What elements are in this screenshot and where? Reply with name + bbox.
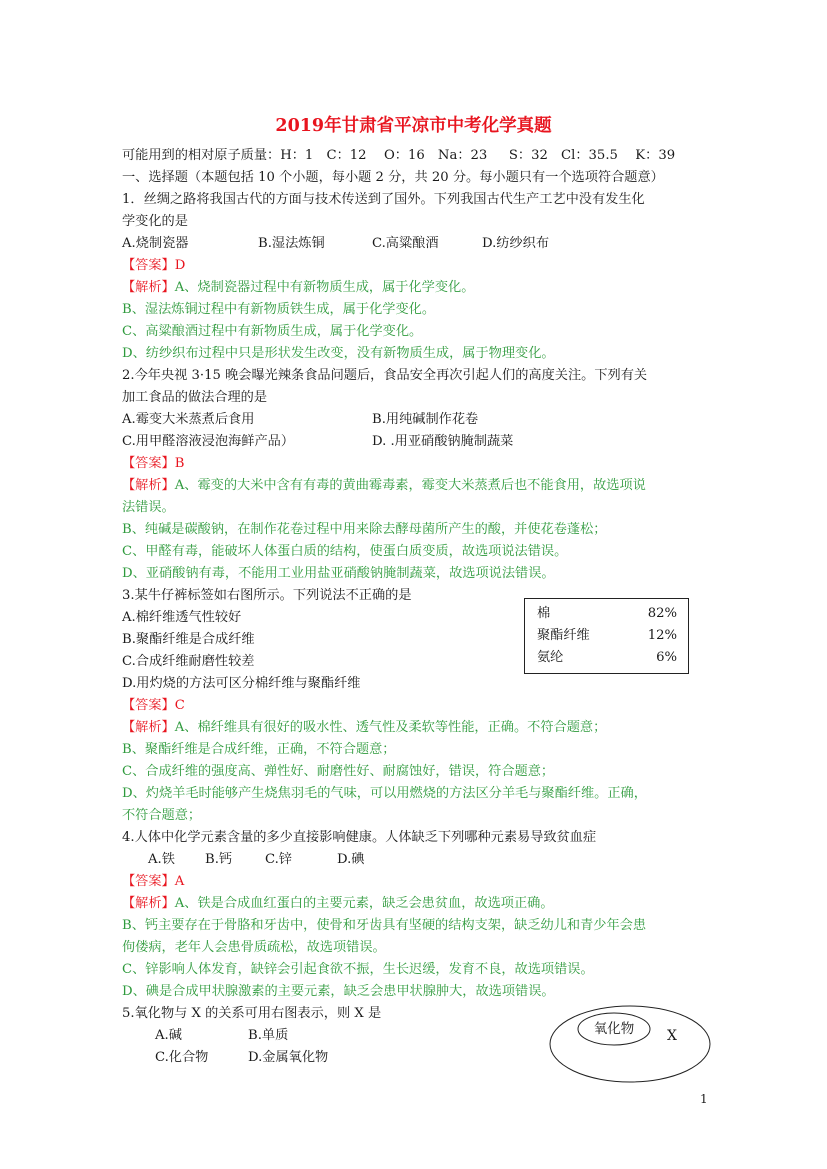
q2-option-c: C.用甲醛溶液浸泡海鲜产品） xyxy=(122,434,295,449)
q5-option-b: B.单质 xyxy=(248,1028,289,1043)
answer-value: B xyxy=(174,456,185,471)
fiber-name: 棉 xyxy=(537,606,551,621)
q1-option-d: D.纺纱织布 xyxy=(482,236,550,251)
q4-explain-4: D、碘是合成甲状腺激素的主要元素，缺乏会患甲状腺肿大，故选项错误。 xyxy=(122,984,555,999)
fiber-name: 聚酯纤维 xyxy=(537,628,590,643)
q2-option-d: D. .用亚硝酸钠腌制蔬菜 xyxy=(372,434,514,449)
q4-option-a: A.铁 xyxy=(148,852,175,867)
q1-option-a: A.烧制瓷器 xyxy=(122,236,189,251)
q1-answer xyxy=(122,256,185,276)
label-row xyxy=(537,648,677,668)
q3-option-a: A.棉纤维透气性较好 xyxy=(122,610,242,625)
q4-option-d: D.碘 xyxy=(337,852,365,867)
q1-explain-1 xyxy=(122,278,474,298)
q3-explain-3: C、合成纤维的强度高、弹性好、耐磨性好、耐腐蚀好，错误，符合题意； xyxy=(122,764,555,779)
q1-stem-line2: 学变化的是 xyxy=(122,214,188,229)
q3-answer xyxy=(122,696,185,716)
q4-explain-2b: 佝偻病，老年人会患骨质疏松，故选项错误。 xyxy=(122,940,386,955)
x-label: X xyxy=(667,1028,677,1044)
q5-option-c: C.化合物 xyxy=(155,1050,209,1065)
q4-answer xyxy=(122,872,184,892)
q5-option-a: A.碱 xyxy=(155,1028,182,1043)
answer-tag: 【答案】 xyxy=(122,258,175,273)
q2-stem-line2: 加工食品的做法合理的是 xyxy=(122,390,268,405)
explain-text: A、铁是合成血红蛋白的主要元素，缺乏会患贫血，故选项正确。 xyxy=(174,896,554,911)
label-row xyxy=(537,626,677,646)
fiber-percent: 12% xyxy=(647,628,677,643)
q2-explain-1b: 法错误。 xyxy=(122,500,175,515)
q4-explain-3: C、锌影响人体发育，缺锌会引起食欲不振，生长迟缓，发育不良，故选项错误。 xyxy=(122,962,594,977)
label-row xyxy=(537,604,677,624)
explain-tag: 【解析】 xyxy=(122,896,175,911)
q3-stem: 3.某牛仔裤标签如右图所示。下列说法不正确的是 xyxy=(122,588,412,603)
explain-tag: 【解析】 xyxy=(122,720,175,735)
venn-diagram xyxy=(548,1004,712,1084)
q1-option-b: B.湿法炼铜 xyxy=(258,236,325,251)
fiber-name: 氨纶 xyxy=(537,650,564,665)
q2-answer xyxy=(122,454,184,474)
explain-text: A、棉纤维具有很好的吸水性、透气性及柔软等性能，正确。不符合题意； xyxy=(174,720,607,735)
q1-stem-line1: 1．丝绸之路将我国古代的方面与技术传送到了国外。下列我国古代生产工艺中没有发生化 xyxy=(122,192,645,207)
q2-stem-line1: 2.今年央视 3·15 晚会曝光辣条食品问题后，食品安全再次引起人们的高度关注。下列有关 xyxy=(122,368,648,383)
q3-option-d: D.用灼烧的方法可区分棉纤维与聚酯纤维 xyxy=(122,676,361,691)
q4-explain-2: B、钙主要存在于骨胳和牙齿中，使骨和牙齿具有坚硬的结构支架，缺乏幼儿和青少年会患 xyxy=(122,918,646,933)
section-heading: 一、选择题（本题包括 10 个小题，每小题 2 分，共 20 分。每小题只有一个选项符合题意） xyxy=(122,170,664,185)
q3-explain-4: D、灼烧羊毛时能够产生烧焦羽毛的气味，可以用燃烧的方法区分羊毛与聚酯纤维。正确， xyxy=(122,786,647,801)
q1-explain-3: C、高粱酿酒过程中有新物质生成，属于化学变化。 xyxy=(122,324,423,339)
q2-explain-2: B、纯碱是碳酸钠，在制作花卷过程中用来除去酵母菌所产生的酸，并使花卷蓬松； xyxy=(122,522,607,537)
explain-text: A、烧制瓷器过程中有新物质生成，属于化学变化。 xyxy=(174,280,475,295)
q2-explain-3: C、甲醛有毒，能破坏人体蛋白质的结构，使蛋白质变质，故选项说法错误。 xyxy=(122,544,568,559)
fiber-percent: 6% xyxy=(656,650,677,665)
answer-tag: 【答案】 xyxy=(122,874,175,889)
q3-explain-4b: 不符合题意； xyxy=(122,808,202,823)
q2-option-a: A.霉变大米蒸煮后食用 xyxy=(122,412,255,427)
answer-tag: 【答案】 xyxy=(122,456,175,471)
explain-tag: 【解析】 xyxy=(122,478,175,493)
answer-value: A xyxy=(174,874,185,889)
outer-ellipse-x xyxy=(550,1006,710,1082)
explain-text: A、霉变的大米中含有有毒的黄曲霉毒素，霉变大米蒸煮后也不能食用，故选项说 xyxy=(174,478,646,493)
fiber-percent: 82% xyxy=(647,606,677,621)
answer-value: D xyxy=(174,258,186,273)
page-title: 2019年甘肃省平凉市中考化学真题 xyxy=(275,116,552,136)
q3-explain-2: B、聚酯纤维是合成纤维，正确，不符合题意； xyxy=(122,742,396,757)
q2-explain-4: D、亚硝酸钠有毒，不能用工业用盐亚硝酸钠腌制蔬菜，故选项说法错误。 xyxy=(122,566,555,581)
q4-stem: 4.人体中化学元素含量的多少直接影响健康。人体缺乏下列哪种元素易导致贫血症 xyxy=(122,830,597,845)
oxide-label: 氧化物 xyxy=(593,1021,635,1037)
q1-explain-2: B、湿法炼铜过程中有新物质铁生成，属于化学变化。 xyxy=(122,302,436,317)
q4-explain-1 xyxy=(122,894,554,914)
q1-option-c: C.高粱酿酒 xyxy=(372,236,439,251)
explain-tag: 【解析】 xyxy=(122,280,175,295)
answer-value: C xyxy=(174,698,185,713)
q3-option-b: B.聚酯纤维是合成纤维 xyxy=(122,632,255,647)
page-number: 1 xyxy=(700,1092,708,1106)
q4-option-b: B.钙 xyxy=(205,852,233,867)
q5-option-d: D.金属氧化物 xyxy=(248,1050,329,1065)
q4-option-c: C.锌 xyxy=(265,852,292,867)
q2-option-b: B.用纯碱制作花卷 xyxy=(372,412,479,427)
answer-tag: 【答案】 xyxy=(122,698,175,713)
jeans-label-box xyxy=(524,598,689,674)
atomic-mass-line: 可能用到的相对原子质量：H：1 C：12 O：16 Na：23 S：32 Cl：35.5 K：39 xyxy=(122,148,676,163)
q5-stem: 5.氧化物与 X 的关系可用右图表示，则 X 是 xyxy=(122,1006,382,1021)
q3-explain-1 xyxy=(122,718,606,738)
q3-option-c: C.合成纤维耐磨性较差 xyxy=(122,654,255,669)
q2-explain-1 xyxy=(122,476,646,496)
q1-explain-4: D、纺纱织布过程中只是形状发生改变，没有新物质生成，属于物理变化。 xyxy=(122,346,555,361)
